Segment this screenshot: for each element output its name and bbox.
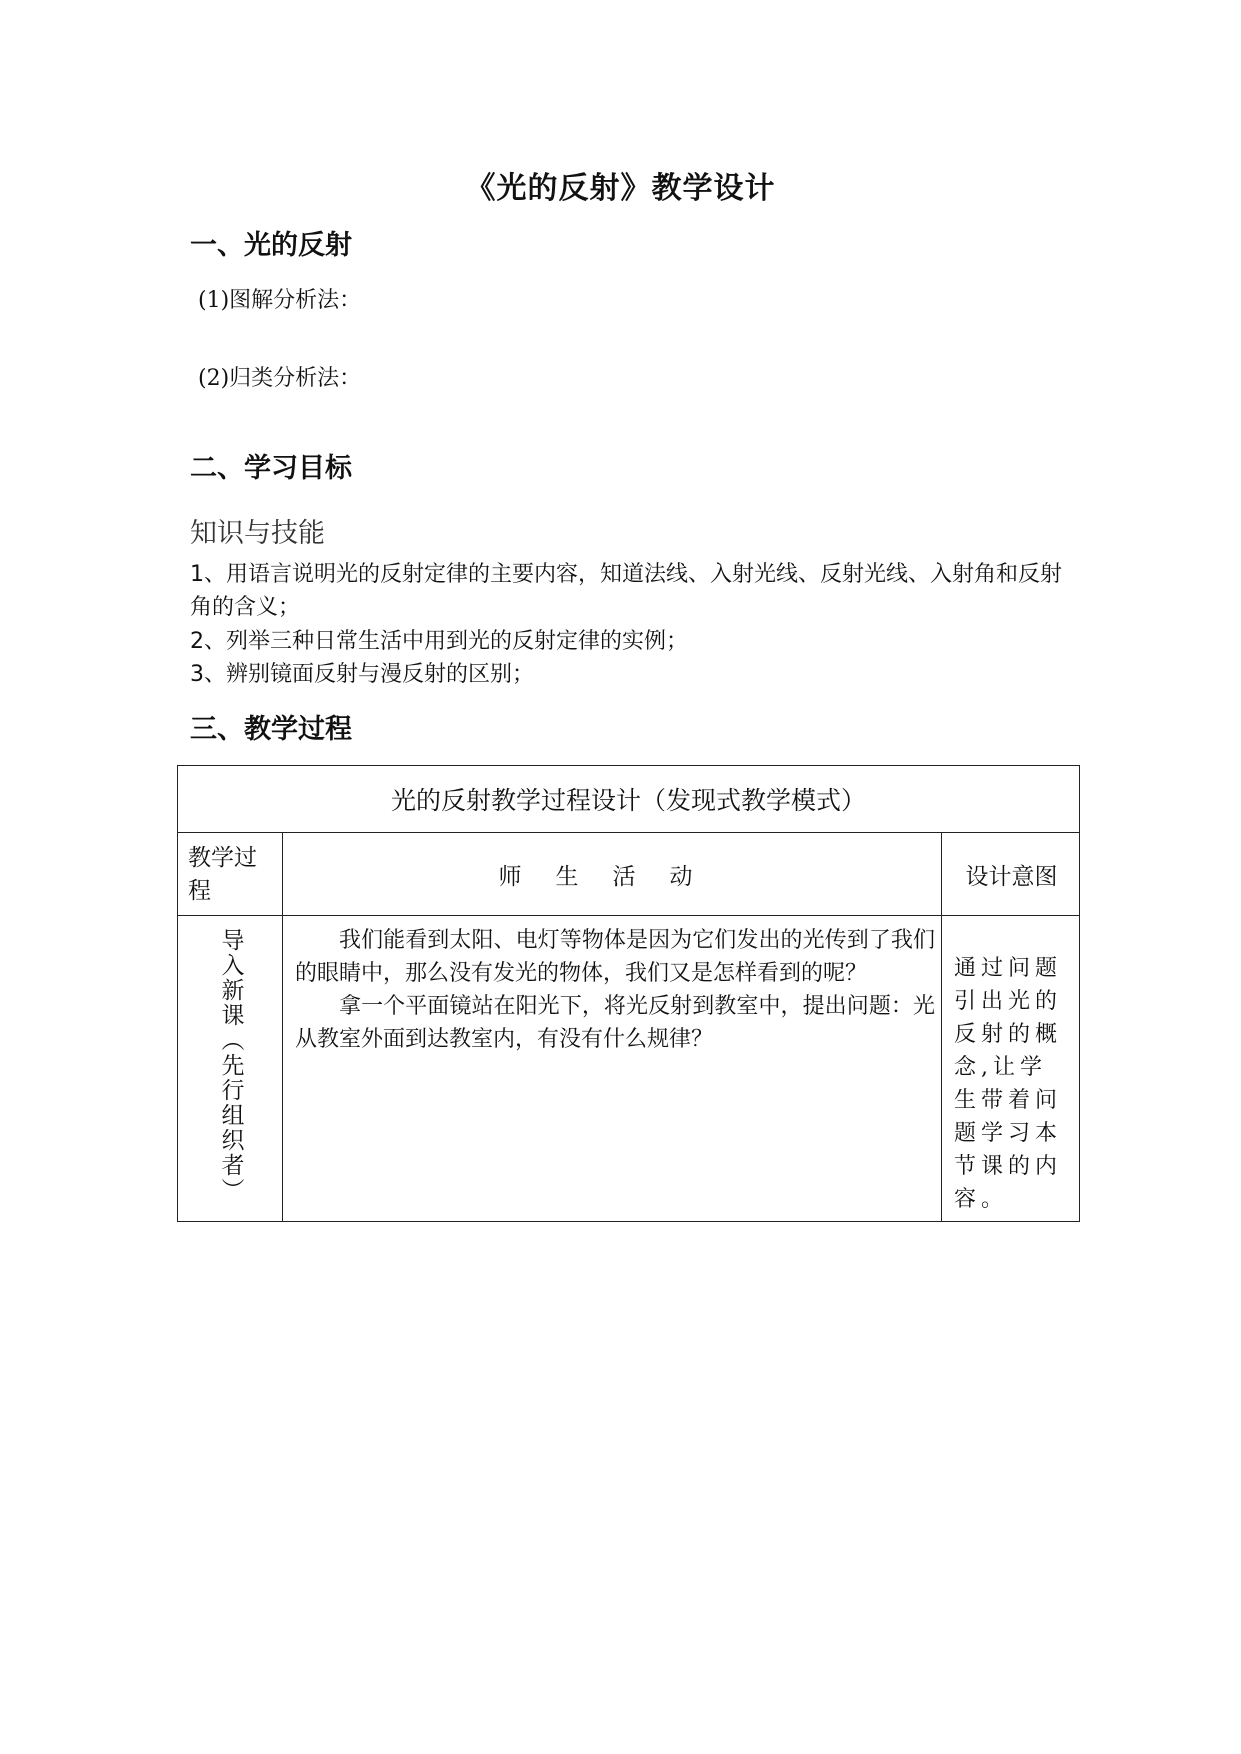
stage-label: 导入新课（先行组织者） (217, 928, 244, 1203)
intent-cell: 通过问题引出光的反射的概念,让学生带着问题学习本节课的内容。 (954, 956, 1063, 1212)
activity-paragraph: 我们能看到太阳、电灯等物体是因为它们发出的光传到了我们的眼睛中，那么没有发光的物体，我们又是怎样看到的呢？ (295, 928, 935, 986)
objective-item-2: 2、列举三种日常生活中用到光的反射定律的实例； (190, 629, 688, 654)
section-heading-objectives: 二、学习目标 (190, 453, 352, 484)
activity-paragraph: 拿一个平面镜站在阳光下，将光反射到教室中，提出问题：光从教室外面到达教室内，有没有什么规律？ (295, 994, 935, 1052)
table-caption: 光的反射教学过程设计（发现式教学模式） (178, 766, 1079, 833)
objective-item-3: 3、辨别镜面反射与漫反射的区别； (190, 662, 534, 687)
objective-item-1: 1、用语言说明光的反射定律的主要内容，知道法线、入射光线、反射光线、入射角和反射角的含义； (190, 562, 1063, 620)
activity-cell (295, 924, 935, 1056)
section-heading-process: 三、教学过程 (190, 714, 352, 745)
method-item-diagram: (1)图解分析法： (198, 288, 362, 313)
process-table (177, 765, 1080, 1222)
table-row-stage-cell (178, 916, 283, 1223)
section-heading-reflection: 一、光的反射 (190, 230, 352, 261)
header-process: 教学过程 (188, 845, 257, 904)
method-item-classification: (2)归类分析法： (198, 366, 362, 391)
subheading-knowledge-skills: 知识与技能 (190, 518, 325, 549)
document-title: 《光的反射》教学设计 (465, 171, 776, 206)
header-activity: 师生活动 (498, 864, 727, 890)
header-intent: 设计意图 (965, 864, 1058, 890)
